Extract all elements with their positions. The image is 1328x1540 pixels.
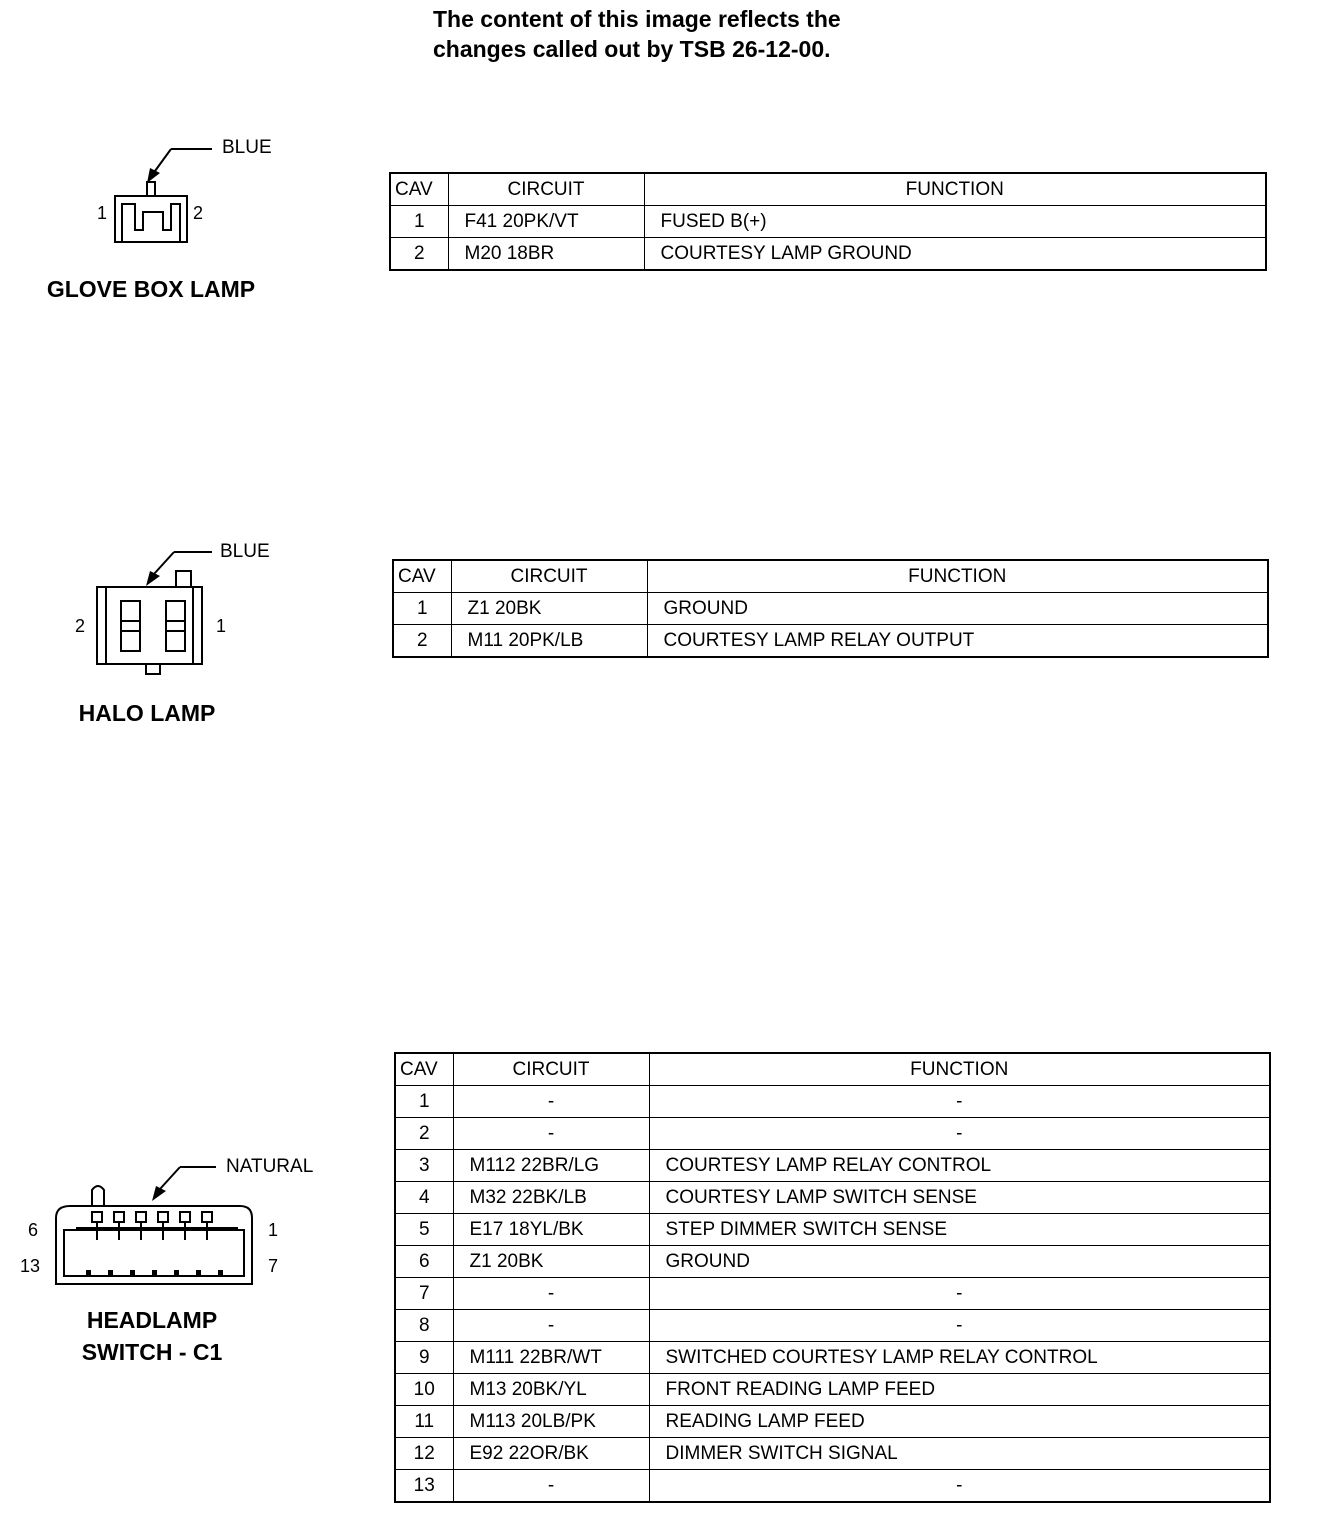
cav-cell: 1	[393, 593, 451, 625]
function-cell: GROUND	[649, 1246, 1270, 1278]
table-row	[395, 1310, 1270, 1342]
circuit-cell: -	[453, 1470, 649, 1503]
glove-box-color-label: BLUE	[222, 137, 272, 158]
circuit-cell: M111 22BR/WT	[453, 1342, 649, 1374]
column-header-function: FUNCTION	[644, 173, 1266, 206]
cav-cell: 13	[395, 1470, 453, 1503]
cav-cell: 10	[395, 1374, 453, 1406]
cav-cell: 2	[390, 238, 448, 271]
function-cell: FRONT READING LAMP FEED	[649, 1374, 1270, 1406]
glove-box-pin-2-label: 2	[193, 203, 204, 223]
headlamp-switch-table	[394, 1052, 1271, 1503]
headlamp-switch-title-line-1: HEADLAMP	[86, 1307, 218, 1333]
cav-cell: 6	[395, 1246, 453, 1278]
function-cell: -	[649, 1118, 1270, 1150]
headlamp-switch-pin-7-label: 7	[268, 1256, 279, 1276]
halo-lamp-pin-2-label: 2	[75, 616, 86, 636]
cav-cell: 1	[395, 1086, 453, 1118]
function-cell: COURTESY LAMP SWITCH SENSE	[649, 1182, 1270, 1214]
table-row	[395, 1438, 1270, 1470]
tsb-note-line-2: changes called out by TSB 26-12-00.	[433, 36, 831, 62]
halo-lamp-table	[392, 559, 1269, 658]
cav-cell: 8	[395, 1310, 453, 1342]
circuit-cell: F41 20PK/VT	[448, 206, 644, 238]
cav-cell: 4	[395, 1182, 453, 1214]
column-header-circuit: CIRCUIT	[448, 173, 644, 206]
table-header-row	[390, 173, 1266, 206]
function-cell: GROUND	[647, 593, 1268, 625]
function-cell: -	[649, 1310, 1270, 1342]
tsb-note-line-1: The content of this image reflects the	[433, 6, 841, 32]
function-cell: READING LAMP FEED	[649, 1406, 1270, 1438]
headlamp-switch-pin-6-label: 6	[28, 1220, 39, 1240]
circuit-cell: M20 18BR	[448, 238, 644, 271]
function-cell: -	[649, 1470, 1270, 1503]
glove-box-lamp-connector	[115, 149, 212, 242]
cav-cell: 2	[395, 1118, 453, 1150]
column-header-cav: CAV	[395, 1053, 453, 1086]
cav-cell: 1	[390, 206, 448, 238]
table-row	[395, 1470, 1270, 1503]
cav-cell: 7	[395, 1278, 453, 1310]
cav-cell: 3	[395, 1150, 453, 1182]
table-row	[393, 593, 1268, 625]
cav-cell: 2	[393, 625, 451, 658]
halo-lamp-color-label: BLUE	[220, 541, 270, 562]
halo-lamp-title: HALO LAMP	[78, 700, 216, 726]
function-cell: SWITCHED COURTESY LAMP RELAY CONTROL	[649, 1342, 1270, 1374]
glove-box-lamp-title: GLOVE BOX LAMP	[46, 276, 256, 302]
circuit-cell: M32 22BK/LB	[453, 1182, 649, 1214]
cav-cell: 11	[395, 1406, 453, 1438]
column-header-function: FUNCTION	[647, 560, 1268, 593]
headlamp-switch-connector	[56, 1167, 252, 1284]
headlamp-switch-title-line-2: SWITCH - C1	[81, 1339, 223, 1365]
circuit-cell: -	[453, 1310, 649, 1342]
column-header-cav: CAV	[393, 560, 451, 593]
glove-box-pin-1-label: 1	[97, 203, 108, 223]
function-cell: FUSED B(+)	[644, 206, 1266, 238]
circuit-cell: -	[453, 1278, 649, 1310]
table-row	[395, 1150, 1270, 1182]
table-row	[395, 1214, 1270, 1246]
cav-cell: 5	[395, 1214, 453, 1246]
table-row	[390, 206, 1266, 238]
table-row	[395, 1374, 1270, 1406]
table-row	[393, 625, 1268, 658]
table-header-row	[395, 1053, 1270, 1086]
table-row	[395, 1406, 1270, 1438]
column-header-function: FUNCTION	[649, 1053, 1270, 1086]
table-row	[395, 1246, 1270, 1278]
function-cell: COURTESY LAMP RELAY OUTPUT	[647, 625, 1268, 658]
table-row	[395, 1118, 1270, 1150]
function-cell: -	[649, 1278, 1270, 1310]
circuit-cell: M113 20LB/PK	[453, 1406, 649, 1438]
circuit-cell: -	[453, 1086, 649, 1118]
halo-lamp-pin-1-label: 1	[216, 616, 227, 636]
column-header-circuit: CIRCUIT	[453, 1053, 649, 1086]
headlamp-switch-bottom-cavities	[86, 1270, 223, 1275]
column-header-cav: CAV	[390, 173, 448, 206]
table-row	[395, 1278, 1270, 1310]
table-row	[390, 238, 1266, 271]
cav-cell: 9	[395, 1342, 453, 1374]
function-cell: DIMMER SWITCH SIGNAL	[649, 1438, 1270, 1470]
headlamp-switch-pin-1-label: 1	[268, 1220, 279, 1240]
cav-cell: 12	[395, 1438, 453, 1470]
glove-box-lamp-table	[389, 172, 1267, 271]
circuit-cell: M11 20PK/LB	[451, 625, 647, 658]
circuit-cell: Z1 20BK	[453, 1246, 649, 1278]
halo-lamp-connector	[97, 552, 212, 674]
circuit-cell: M112 22BR/LG	[453, 1150, 649, 1182]
column-header-circuit: CIRCUIT	[451, 560, 647, 593]
table-header-row	[393, 560, 1268, 593]
circuit-cell: -	[453, 1118, 649, 1150]
circuit-cell: E92 22OR/BK	[453, 1438, 649, 1470]
function-cell: STEP DIMMER SWITCH SENSE	[649, 1214, 1270, 1246]
table-row	[395, 1342, 1270, 1374]
headlamp-switch-pin-13-label: 13	[20, 1256, 41, 1276]
headlamp-switch-color-label: NATURAL	[226, 1156, 314, 1177]
table-row	[395, 1182, 1270, 1214]
function-cell: COURTESY LAMP RELAY CONTROL	[649, 1150, 1270, 1182]
circuit-cell: Z1 20BK	[451, 593, 647, 625]
circuit-cell: E17 18YL/BK	[453, 1214, 649, 1246]
circuit-cell: M13 20BK/YL	[453, 1374, 649, 1406]
table-row	[395, 1086, 1270, 1118]
function-cell: COURTESY LAMP GROUND	[644, 238, 1266, 271]
function-cell: -	[649, 1086, 1270, 1118]
